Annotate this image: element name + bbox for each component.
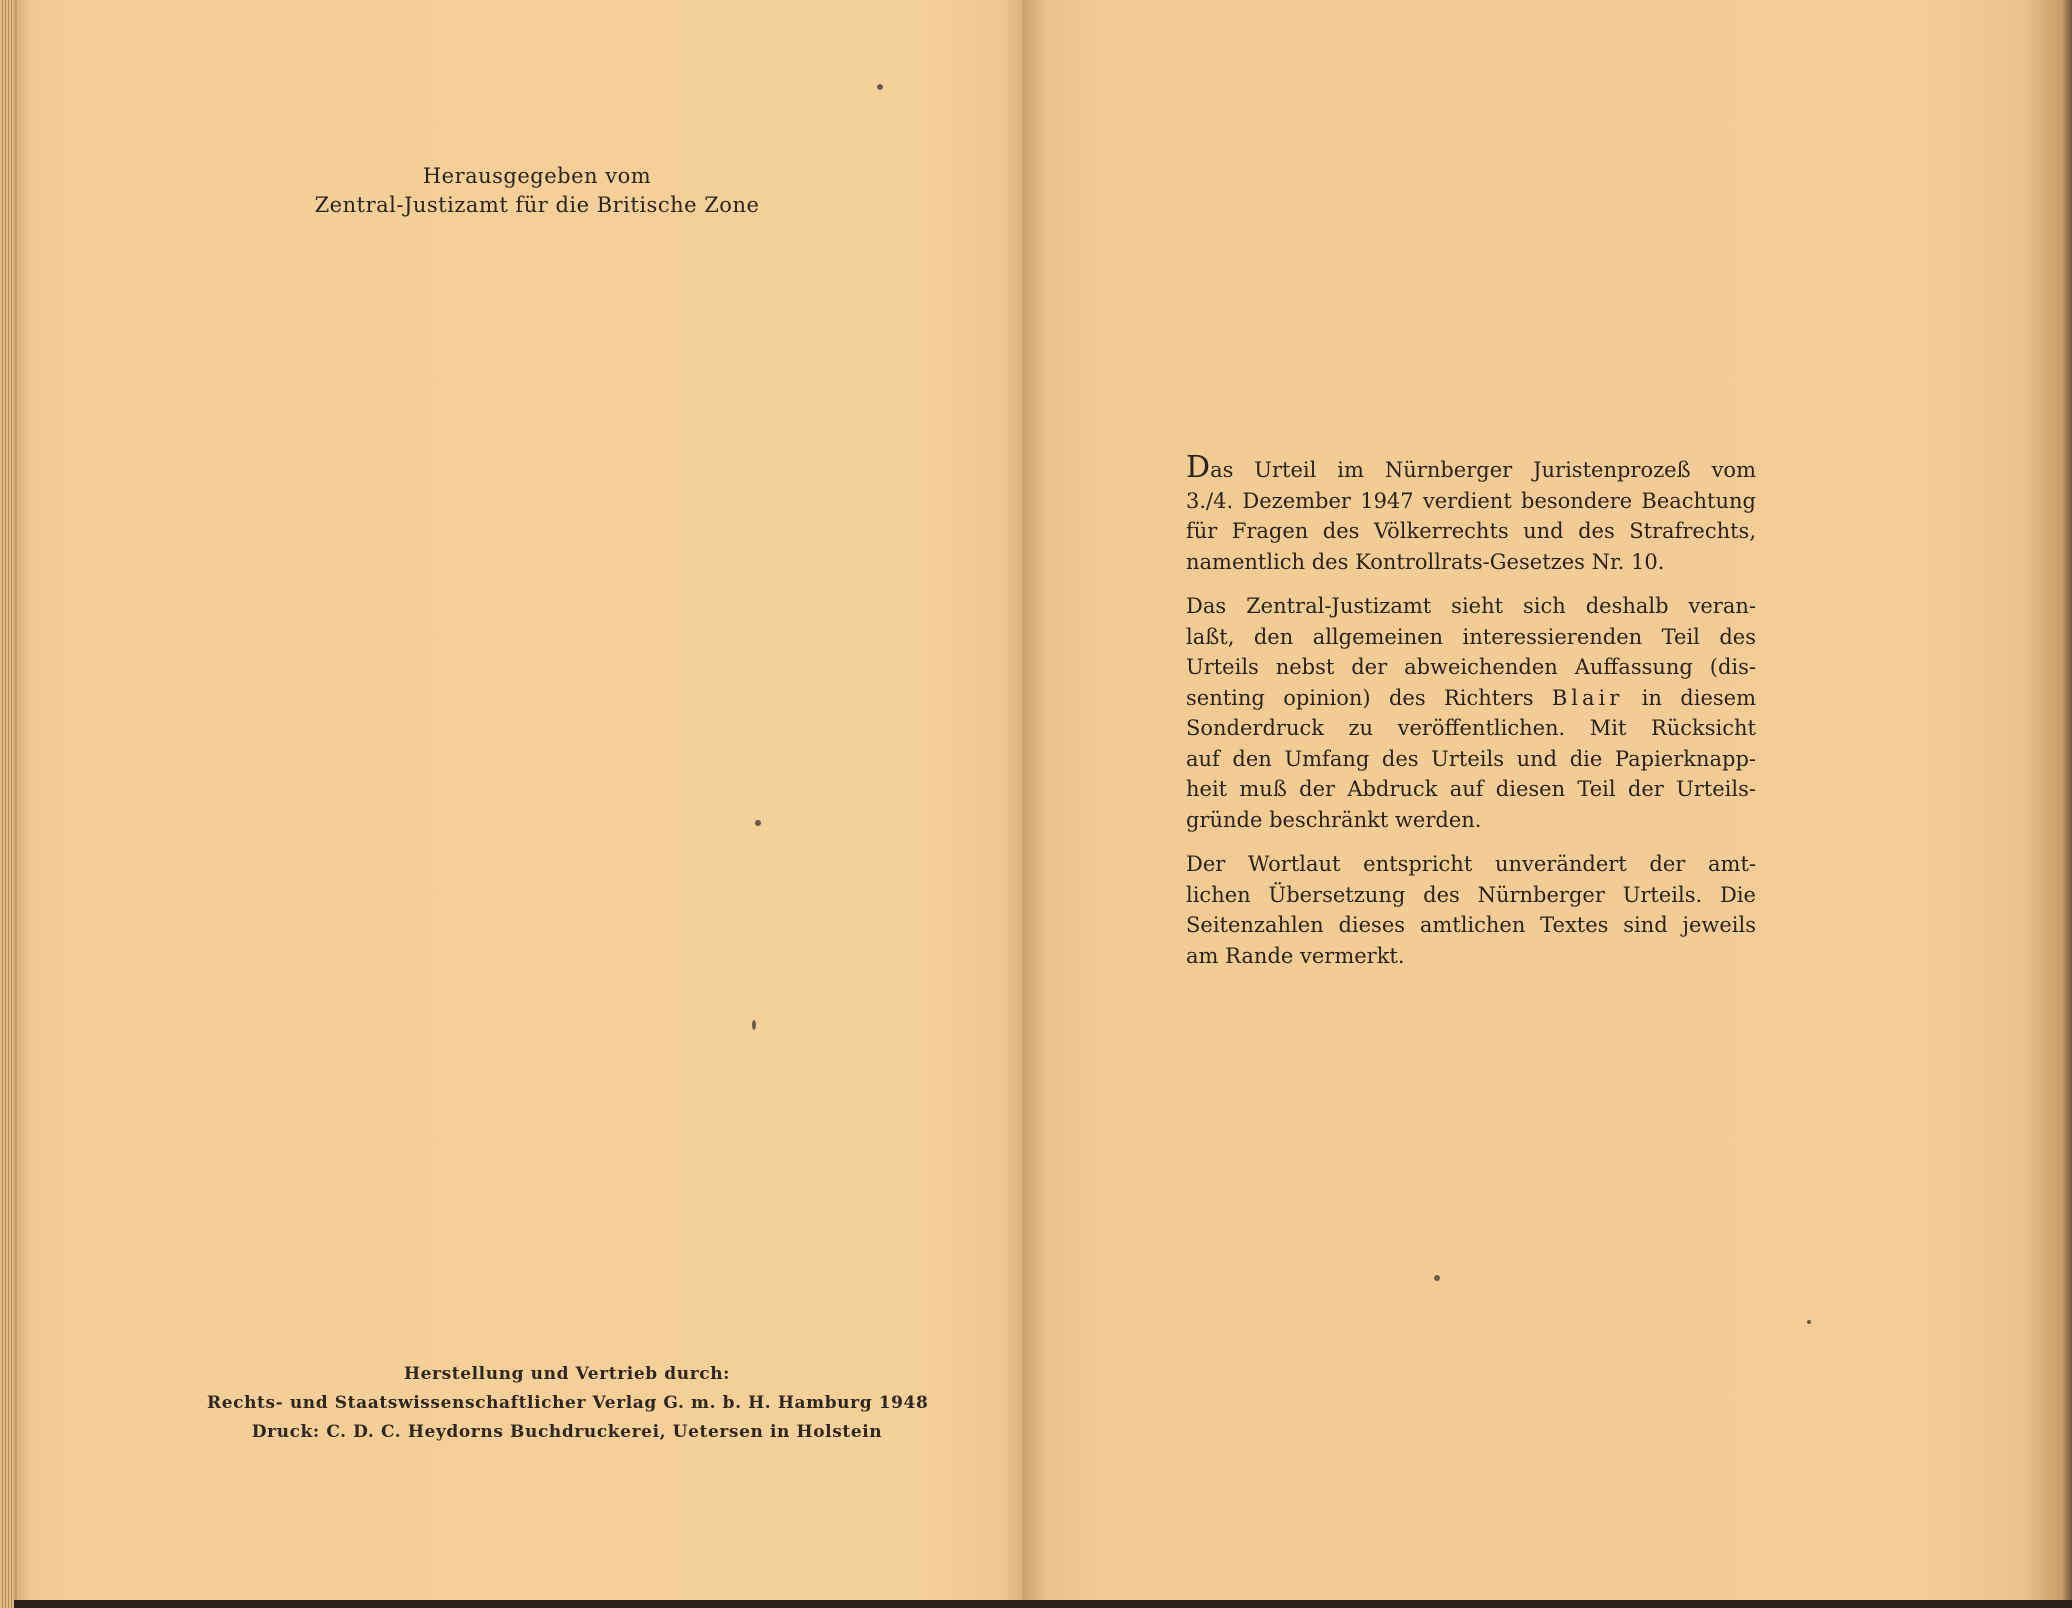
paragraph-1 — [1186, 450, 1756, 577]
paper-speck — [1807, 1320, 1811, 1324]
text-line: namentlich des Kontrollrats-Gesetzes Nr. 10. — [1186, 549, 1665, 574]
imprint-line: Druck: C. D. C. Heydorns Buchdruckerei, Uetersen in Holstein — [251, 1422, 883, 1442]
left-page — [14, 0, 1027, 1600]
publisher-line: Herausgegeben vom — [422, 164, 652, 188]
text-line: laßt, den allgemeinen interessierenden Teil des — [1186, 624, 1756, 649]
text-line: auf den Umfang des Urteils und die Papierknapp- — [1186, 746, 1756, 771]
paper-speck — [755, 820, 761, 826]
paper-speck — [1434, 1275, 1440, 1281]
publisher-statement — [257, 162, 817, 220]
text-segment: in diesem — [1641, 685, 1756, 710]
drop-cap: D — [1186, 450, 1211, 485]
text-line: gründe beschränkt werden. — [1186, 807, 1482, 832]
text-line: Das Zentral-Justizamt sieht sich deshalb veran- — [1186, 594, 1756, 618]
text-segment: senting opinion) des Richters — [1186, 685, 1534, 710]
paper-speck — [877, 84, 883, 90]
text-line: Seitenzahlen dieses amtlichen Textes sind jeweils — [1186, 913, 1756, 937]
paragraph-3 — [1186, 849, 1756, 971]
text-line: heit muß der Abdruck auf diesen Teil der Urteils- — [1186, 777, 1756, 801]
text-line: as Urteil im Nürnberger Juristenprozeß vom — [1210, 458, 1756, 482]
foreword-text — [1186, 450, 1756, 985]
publisher-line: Zentral-Justizamt für die Britische Zone — [314, 193, 760, 217]
text-line: Urteils nebst der abweichenden Auffassung (dis- — [1186, 655, 1756, 679]
judge-name: Blair — [1551, 685, 1624, 710]
text-line: 3./4. Dezember 1947 verdient besondere Beachtung — [1186, 488, 1756, 513]
paper-speck — [752, 1020, 756, 1030]
imprint-line: Herstellung und Vertrieb durch: — [403, 1364, 731, 1384]
text-line: Der Wortlaut entspricht unverändert der amt- — [1186, 852, 1756, 876]
text-line: am Rande vermerkt. — [1186, 943, 1405, 968]
paragraph-2 — [1186, 591, 1756, 835]
text-line: für Fragen des Völkerrechts und des Strafrechts, — [1186, 519, 1756, 543]
imprint-line: Rechts- und Staatswissenschaftlicher Verlag G. m. b. H. Hamburg 1948 — [207, 1393, 929, 1413]
text-line: lichen Übersetzung des Nürnberger Urteils. Die — [1186, 882, 1756, 907]
page-edges — [0, 0, 14, 1608]
text-line: Sonderdruck zu veröffentlichen. Mit Rücksicht — [1186, 716, 1756, 740]
imprint — [207, 1360, 927, 1447]
